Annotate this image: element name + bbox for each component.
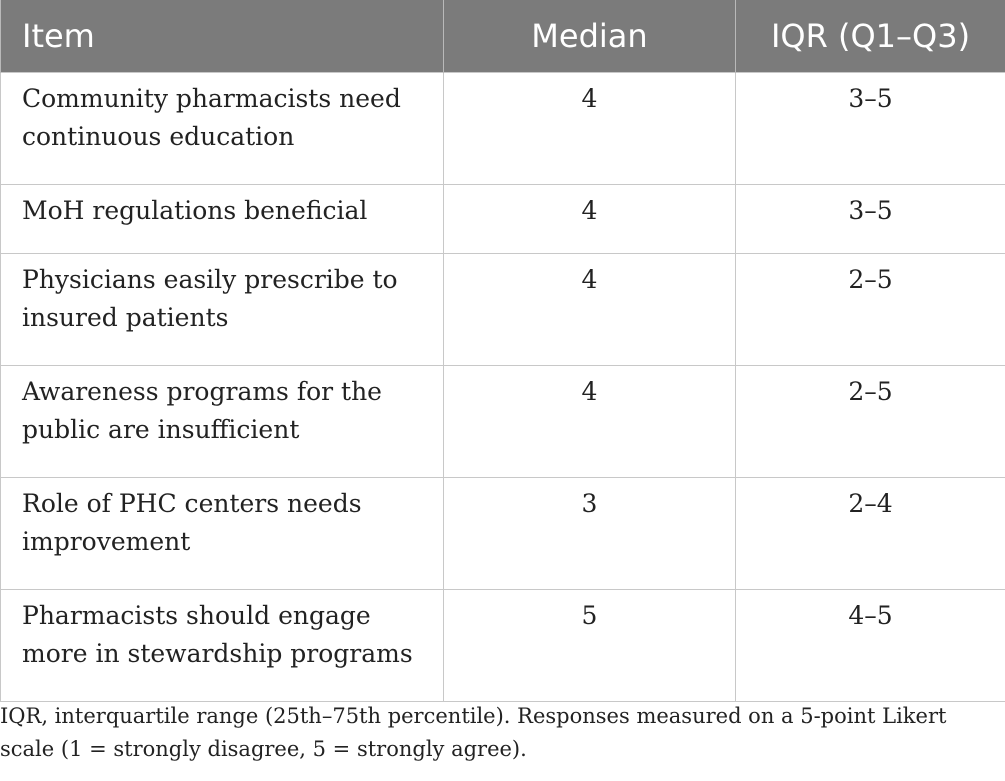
table-row [1, 590, 1005, 702]
table-footnote: IQR, interquartile range (25th–75th percentile). Responses measured on a 5-point Likert scale (1 = strongly disagree, 5 = strongly agree). [0, 704, 947, 761]
row-item-label: Community pharmacists need continuous education [1, 73, 444, 185]
row-median-value: 3 [444, 478, 736, 590]
row-item-label: Awareness programs for the public are insufficient [1, 366, 444, 478]
row-iqr-value: 4–5 [736, 590, 1005, 702]
row-iqr-value: 3–5 [736, 185, 1005, 254]
row-iqr-value: 2–4 [736, 478, 1005, 590]
header-iqr: IQR (Q1–Q3) [736, 0, 1005, 73]
table-body [1, 73, 1005, 702]
row-iqr-value: 3–5 [736, 73, 1005, 185]
row-item-label: MoH regulations beneficial [1, 185, 444, 254]
row-median-value: 5 [444, 590, 736, 702]
row-median-value: 4 [444, 185, 736, 254]
row-median-value: 4 [444, 366, 736, 478]
table-row [1, 73, 1005, 185]
table-row [1, 254, 1005, 366]
row-item-label: Role of PHC centers needs improvement [1, 478, 444, 590]
header-median: Median [444, 0, 736, 73]
header-row [1, 0, 1005, 73]
table-row [1, 185, 1005, 254]
row-item-label: Pharmacists should engage more in stewardship programs [1, 590, 444, 702]
table-row [1, 366, 1005, 478]
row-median-value: 4 [444, 254, 736, 366]
table-header [1, 0, 1005, 73]
row-item-label: Physicians easily prescribe to insured patients [1, 254, 444, 366]
row-median-value: 4 [444, 73, 736, 185]
row-iqr-value: 2–5 [736, 254, 1005, 366]
table-row [1, 478, 1005, 590]
row-iqr-value: 2–5 [736, 366, 1005, 478]
header-item: Item [1, 0, 444, 73]
